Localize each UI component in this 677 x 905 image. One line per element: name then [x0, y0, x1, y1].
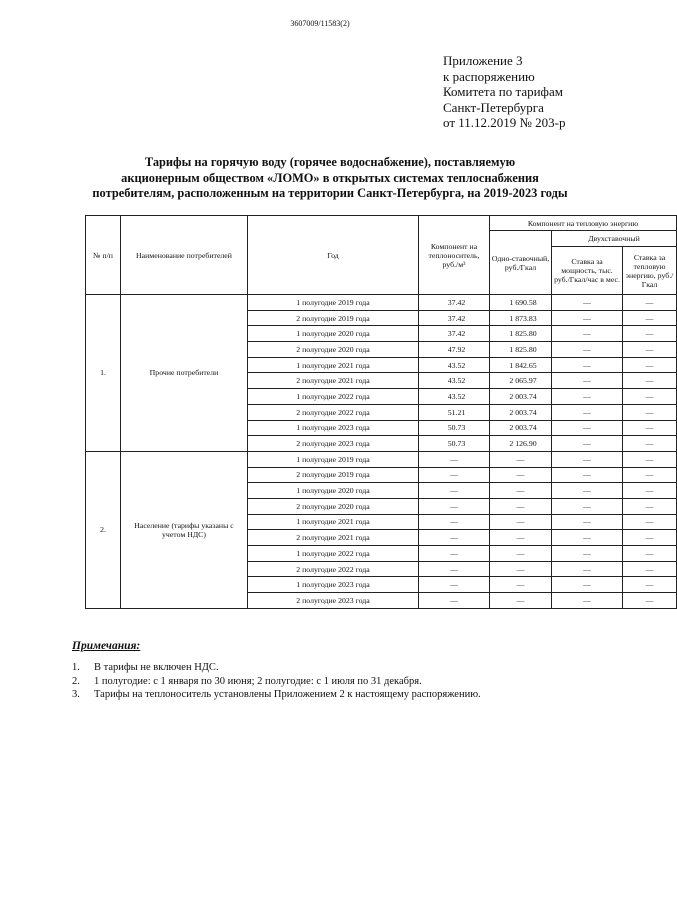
note-text: Тарифы на теплоноситель установлены Приложением 2 к настоящему распоряжению. — [94, 689, 481, 700]
one-rate-value: — — [490, 577, 552, 593]
one-rate-value: — — [490, 546, 552, 562]
capacity-rate-value: — — [552, 514, 623, 530]
title-line: потребителям, расположенным на территории Санкт-Петербурга, на 2019-2023 годы — [92, 186, 568, 200]
capacity-rate-value: — — [552, 561, 623, 577]
carrier-value: 37.42 — [419, 326, 490, 342]
period-cell: 1 полугодие 2023 года — [248, 577, 419, 593]
carrier-value: 43.52 — [419, 389, 490, 405]
one-rate-value: — — [490, 561, 552, 577]
carrier-value: — — [419, 467, 490, 483]
note-text: В тарифы не включен НДС. — [94, 662, 219, 673]
period-cell: 1 полугодие 2020 года — [248, 483, 419, 499]
carrier-value: 50.73 — [419, 420, 490, 436]
energy-rate-value: — — [623, 546, 677, 562]
header-one-rate: Одно-ставочный, руб./Гкал — [490, 231, 552, 295]
header-two-rate: Двухставочный — [552, 231, 677, 247]
carrier-value: 43.52 — [419, 373, 490, 389]
period-cell: 1 полугодие 2023 года — [248, 420, 419, 436]
carrier-value: — — [419, 498, 490, 514]
note-number: 1. — [72, 662, 80, 673]
one-rate-value: — — [490, 514, 552, 530]
period-cell: 1 полугодие 2021 года — [248, 357, 419, 373]
header-energy-component: Компонент на тепловую энергию — [490, 216, 677, 231]
row-number: 2. — [86, 451, 121, 608]
capacity-rate-value: — — [552, 342, 623, 358]
carrier-value: — — [419, 593, 490, 609]
one-rate-value: 1 842.65 — [490, 357, 552, 373]
consumer-name: Прочие потребители — [121, 295, 248, 452]
carrier-value: 43.52 — [419, 357, 490, 373]
title-line: акционерным обществом «ЛОМО» в открытых системах теплоснабжения — [121, 170, 539, 185]
capacity-rate-value: — — [552, 357, 623, 373]
tariff-table — [85, 215, 677, 609]
carrier-value: — — [419, 530, 490, 546]
carrier-value: 47.92 — [419, 342, 490, 358]
energy-rate-value: — — [623, 436, 677, 452]
energy-rate-value: — — [623, 593, 677, 609]
capacity-rate-value: — — [552, 373, 623, 389]
note-number: 2. — [72, 675, 80, 687]
table-row — [86, 451, 677, 467]
one-rate-value: 2 065.97 — [490, 373, 552, 389]
energy-rate-value: — — [623, 342, 677, 358]
period-cell: 2 полугодие 2019 года — [248, 310, 419, 326]
period-cell: 1 полугодие 2019 года — [248, 295, 419, 311]
one-rate-value: — — [490, 498, 552, 514]
one-rate-value: 2 003.74 — [490, 420, 552, 436]
capacity-rate-value: — — [552, 546, 623, 562]
period-cell: 2 полугодие 2019 года — [248, 467, 419, 483]
energy-rate-value: — — [623, 389, 677, 405]
carrier-value: — — [419, 561, 490, 577]
note-item — [72, 675, 481, 689]
appendix-line: Приложение 3 — [443, 53, 523, 68]
header-consumer: Наименование потребителей — [121, 216, 248, 295]
capacity-rate-value: — — [552, 451, 623, 467]
appendix-block — [443, 53, 566, 131]
one-rate-value: — — [490, 483, 552, 499]
one-rate-value: 2 003.74 — [490, 389, 552, 405]
note-item — [72, 688, 481, 702]
table-row — [86, 295, 677, 311]
capacity-rate-value: — — [552, 467, 623, 483]
period-cell: 2 полугодие 2023 года — [248, 593, 419, 609]
appendix-line: Санкт-Петербурга — [443, 99, 544, 115]
carrier-value: 37.42 — [419, 295, 490, 311]
carrier-value: — — [419, 483, 490, 499]
period-cell: 2 полугодие 2021 года — [248, 530, 419, 546]
carrier-value: 50.73 — [419, 436, 490, 452]
capacity-rate-value: — — [552, 483, 623, 499]
document-title — [60, 155, 600, 202]
period-cell: 2 полугодие 2023 года — [248, 436, 419, 452]
energy-rate-value: — — [623, 561, 677, 577]
one-rate-value: 1 825.80 — [490, 342, 552, 358]
appendix-line: к распоряжению — [443, 68, 535, 84]
note-text: 1 полугодие: с 1 января по 30 июня; 2 полугодие: с 1 июля по 31 декабря. — [94, 675, 422, 687]
note-number: 3. — [72, 689, 80, 700]
notes-list — [72, 661, 481, 702]
header-capacity-rate: Ставка за мощность, тыс. руб./Гкал/час в мес. — [552, 247, 623, 295]
capacity-rate-value: — — [552, 389, 623, 405]
period-cell: 1 полугодие 2020 года — [248, 326, 419, 342]
capacity-rate-value: — — [552, 530, 623, 546]
capacity-rate-value: — — [552, 436, 623, 452]
carrier-value: 37.42 — [419, 310, 490, 326]
one-rate-value: 2 003.74 — [490, 404, 552, 420]
energy-rate-value: — — [623, 404, 677, 420]
period-cell: 1 полугодие 2019 года — [248, 451, 419, 467]
period-cell: 2 полугодие 2020 года — [248, 342, 419, 358]
appendix-line: от 11.12.2019 № 203-р — [443, 115, 566, 130]
capacity-rate-value: — — [552, 404, 623, 420]
one-rate-value: 1 825.80 — [490, 326, 552, 342]
period-cell: 2 полугодие 2022 года — [248, 561, 419, 577]
one-rate-value: 1 873.83 — [490, 310, 552, 326]
energy-rate-value: — — [623, 357, 677, 373]
period-cell: 1 полугодие 2022 года — [248, 546, 419, 562]
energy-rate-value: — — [623, 498, 677, 514]
consumer-name: Население (тарифы указаны с учетом НДС) — [121, 451, 248, 608]
capacity-rate-value: — — [552, 420, 623, 436]
carrier-value: — — [419, 577, 490, 593]
period-cell: 1 полугодие 2022 года — [248, 389, 419, 405]
energy-rate-value: — — [623, 514, 677, 530]
period-cell: 1 полугодие 2021 года — [248, 514, 419, 530]
carrier-value: — — [419, 546, 490, 562]
header-number: № п/п — [86, 216, 121, 295]
header-carrier-component: Компонент на теплоноситель, руб./м³ — [419, 216, 490, 295]
capacity-rate-value: — — [552, 295, 623, 311]
title-line: Тарифы на горячую воду (горячее водоснабжение), поставляемую — [144, 155, 516, 169]
header-year: Год — [248, 216, 419, 295]
energy-rate-value: — — [623, 310, 677, 326]
energy-rate-value: — — [623, 295, 677, 311]
period-cell: 2 полугодие 2020 года — [248, 498, 419, 514]
one-rate-value: — — [490, 593, 552, 609]
capacity-rate-value: — — [552, 577, 623, 593]
one-rate-value: — — [490, 530, 552, 546]
header-energy-rate: Ставка за тепловую энергию, руб./Гкал — [623, 247, 677, 295]
energy-rate-value: — — [623, 483, 677, 499]
period-cell: 2 полугодие 2022 года — [248, 404, 419, 420]
one-rate-value: 1 690.58 — [490, 295, 552, 311]
notes-heading: Примечания: — [72, 640, 141, 652]
capacity-rate-value: — — [552, 310, 623, 326]
document-number: 3607009/11583(2) — [290, 19, 350, 28]
energy-rate-value: — — [623, 420, 677, 436]
energy-rate-value: — — [623, 326, 677, 342]
energy-rate-value: — — [623, 451, 677, 467]
capacity-rate-value: — — [552, 593, 623, 609]
row-number: 1. — [86, 295, 121, 452]
energy-rate-value: — — [623, 467, 677, 483]
one-rate-value: 2 126.90 — [490, 436, 552, 452]
one-rate-value: — — [490, 467, 552, 483]
one-rate-value: — — [490, 451, 552, 467]
note-item — [72, 661, 481, 675]
period-cell: 2 полугодие 2021 года — [248, 373, 419, 389]
energy-rate-value: — — [623, 530, 677, 546]
capacity-rate-value: — — [552, 498, 623, 514]
energy-rate-value: — — [623, 577, 677, 593]
carrier-value: — — [419, 451, 490, 467]
energy-rate-value: — — [623, 373, 677, 389]
capacity-rate-value: — — [552, 326, 623, 342]
appendix-line: Комитета по тарифам — [443, 84, 563, 99]
carrier-value: — — [419, 514, 490, 530]
carrier-value: 51.21 — [419, 404, 490, 420]
table-body — [86, 295, 677, 609]
